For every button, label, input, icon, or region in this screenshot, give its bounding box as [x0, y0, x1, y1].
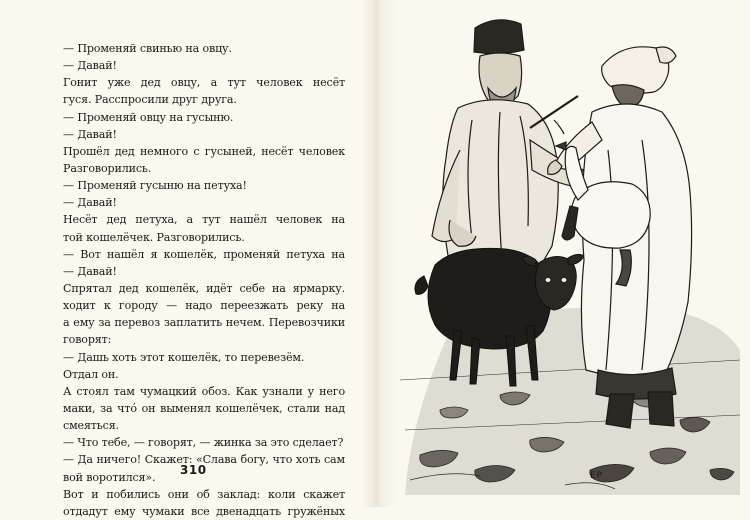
text-line: Вот и побились они об заклад: коли скажет [63, 487, 345, 501]
text-line: — Променяй свинью на овцу. [63, 42, 232, 55]
page-number: 310 [180, 463, 207, 477]
text-line: — Вот нашёл я кошелёк, променяй петуха на [63, 247, 345, 261]
text-line: маки, за что́ он выменял кошелёчек, стали над [63, 401, 345, 415]
text-line: — Давай! [63, 127, 117, 141]
left-page [0, 0, 375, 518]
text-line: Отдал он. [63, 367, 119, 381]
text-line: отдадут ему чумаки все двенадцать гружёных [63, 504, 345, 518]
text-line: ходит к городу — надо переезжать реку на [63, 299, 345, 313]
text-line: гуся. Расспросили друг друга. [63, 93, 237, 107]
text-line: А стоял там чумацкий обоз. Как узнали у него [63, 384, 345, 398]
text-line: Гонит уже дед овцу, а тут человек несёт [63, 76, 345, 90]
illustrator-signature: ЕР [590, 471, 604, 481]
text-line: вой воротился». [63, 470, 156, 484]
story-text [63, 40, 345, 520]
text-line: говорят: [63, 333, 112, 347]
text-line: — Давай! [63, 264, 117, 278]
text-line: — Давай! [63, 196, 117, 210]
text-line: — Давай! [63, 59, 117, 73]
text-line: Несёт дед петуха, а тут нашёл человек на [63, 213, 345, 227]
text-line: — Да ничего! Скажет: «Слава богу, что хоть сам [63, 453, 345, 467]
text-line: — Дашь хоть этот кошелёк, то перевезём. [63, 350, 305, 364]
text-line: Разговорились. [63, 161, 152, 175]
text-line: — Что тебе, — говорят, — жинка за это сделает? [63, 436, 344, 450]
text-line: смеяться. [63, 419, 119, 433]
text-line: — Променяй гусыню на петуха! [63, 179, 247, 193]
text-line: Спрятал дед кошелёк, идёт себе на ярмарку. [63, 281, 345, 295]
text-line: а ему за перевоз заплатить нечем. Перевозчики [63, 316, 345, 330]
text-line: той кошелёчек. Разговорились. [63, 230, 245, 244]
story-illustration [380, 0, 750, 507]
text-line: Прошёл дед немного с гусыней, несёт человек [63, 144, 345, 158]
text-line: — Променяй овцу на гусыню. [63, 110, 234, 124]
right-page [380, 0, 750, 507]
